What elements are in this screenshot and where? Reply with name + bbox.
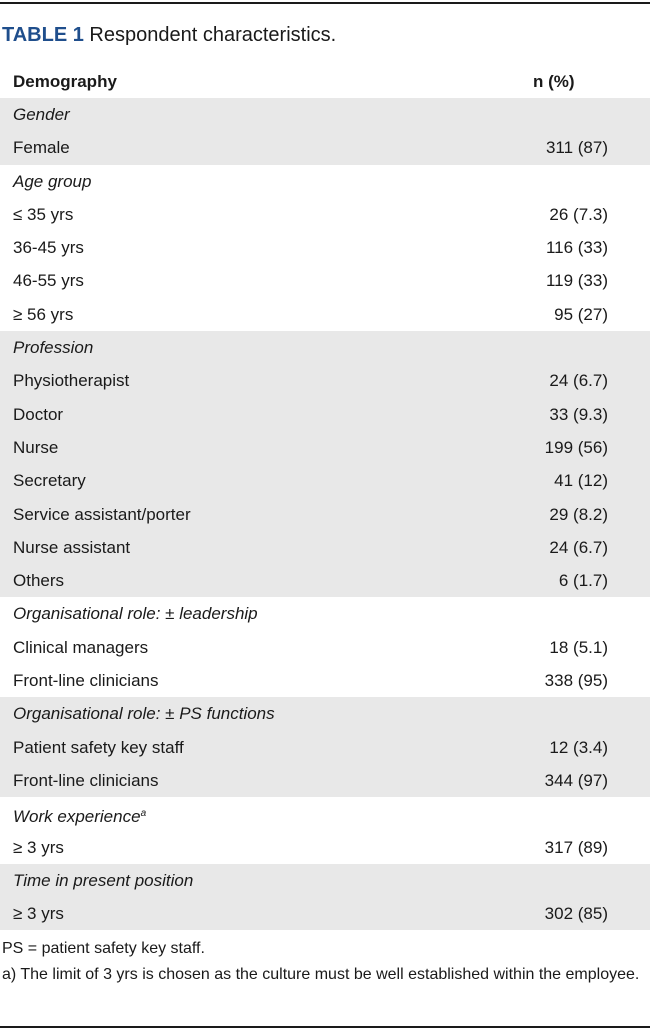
row-value: 6 (1.7) (558, 571, 608, 591)
label-text: Patient safety key staff (13, 737, 184, 757)
group-label (13, 337, 93, 358)
footnote-marker: a (140, 808, 147, 820)
table-row (0, 564, 650, 597)
row-value: 344 (97) (544, 770, 608, 790)
table-row (0, 131, 650, 164)
row-value: 24 (6.7) (549, 371, 608, 391)
table-row (0, 664, 650, 697)
top-rule (0, 2, 650, 4)
table-row (0, 764, 650, 797)
table-row (0, 198, 650, 231)
row-label (13, 237, 84, 258)
label-text: Gender (13, 105, 70, 124)
label-text: ≥ 3 yrs (13, 904, 64, 924)
table-row (0, 897, 650, 930)
label-text: Organisational role: ± PS functions (13, 704, 275, 724)
label-text: Secretary (13, 471, 86, 491)
row-value: 311 (87) (545, 138, 608, 158)
table-row (0, 264, 650, 297)
group-label (13, 703, 275, 724)
row-value: 12 (3.4) (549, 737, 608, 757)
table-group-row (0, 797, 650, 830)
row-value: 116 (33) (545, 238, 608, 258)
table-row (0, 231, 650, 264)
group-label (13, 870, 193, 891)
label-text: Doctor (13, 404, 64, 424)
label-text: Profession (13, 338, 94, 358)
label-text: Nurse assistant (13, 537, 131, 557)
table-row (0, 731, 650, 764)
table-title: Respondent characteristics. (89, 24, 337, 46)
row-value: 41 (12) (554, 471, 608, 491)
label-text: ≥ 3 yrs (13, 837, 64, 857)
table-group-row (0, 697, 650, 730)
label-text: Clinical managers (13, 637, 149, 657)
row-label (13, 370, 129, 391)
row-label (13, 537, 130, 558)
row-label (13, 903, 64, 924)
label-text: Front-line clinicians (13, 770, 159, 790)
label-text: Service assistant/porter (13, 504, 191, 524)
label-text: 46-55 yrs (13, 271, 84, 291)
table-row (0, 298, 650, 331)
row-label (13, 270, 84, 291)
table-group-row (0, 331, 650, 364)
label-text: ≥ 56 yrs (13, 304, 74, 324)
row-value: 95 (27) (554, 304, 608, 324)
row-label (13, 737, 184, 758)
label-text: Work experience (13, 807, 141, 827)
table-number: TABLE 1 (2, 24, 84, 46)
label-text: Nurse (13, 437, 59, 457)
table-row (0, 398, 650, 431)
row-value: 338 (95) (544, 671, 608, 691)
row-label (13, 437, 58, 458)
group-label (13, 171, 91, 192)
row-value: 317 (89) (544, 837, 608, 857)
table-group-row (0, 165, 650, 198)
table-group-row (0, 597, 650, 630)
footnote-abbreviation: PS = patient safety key staff. (2, 940, 205, 957)
label-text: Female (13, 138, 70, 158)
table-row (0, 831, 650, 864)
table-group-row (0, 98, 650, 131)
table-group-row (0, 864, 650, 897)
table-header (0, 66, 650, 98)
group-label (13, 104, 70, 125)
group-label (13, 803, 146, 827)
table-row (0, 531, 650, 564)
row-value: 29 (8.2) (549, 504, 608, 524)
row-label (13, 770, 159, 791)
label-text: ≤ 35 yrs (13, 204, 74, 224)
table-row (0, 464, 650, 497)
row-label (13, 504, 191, 525)
footnote-a: a) The limit of 3 yrs is chosen as the culture must be well established within the employee. (2, 966, 640, 983)
row-label (13, 570, 64, 591)
row-label (13, 304, 73, 325)
row-value: 302 (85) (544, 904, 608, 924)
row-label (13, 137, 70, 158)
row-label (13, 670, 159, 691)
label-text: Time in present position (13, 870, 194, 890)
row-value: 26 (7.3) (549, 204, 608, 224)
header-n-percent: n (%) (533, 72, 575, 91)
label-text: Physiotherapist (13, 371, 130, 391)
table-body (0, 98, 650, 930)
header-demography: Demography (13, 72, 117, 91)
label-text: Organisational role: ± leadership (13, 604, 258, 624)
label-text: 36-45 yrs (13, 238, 84, 258)
table-row (0, 431, 650, 464)
table-row (0, 364, 650, 397)
row-label (13, 404, 63, 425)
row-value: 33 (9.3) (549, 404, 608, 424)
table-row (0, 498, 650, 531)
bottom-rule (0, 1026, 650, 1028)
footnotes (2, 936, 647, 988)
row-label (13, 470, 86, 491)
label-text: Age group (13, 171, 92, 191)
row-value: 24 (6.7) (549, 537, 608, 557)
group-label (13, 603, 258, 624)
table-caption (2, 22, 336, 48)
label-text: Others (13, 571, 65, 591)
table-row (0, 631, 650, 664)
row-label (13, 204, 73, 225)
row-value: 18 (5.1) (549, 637, 608, 657)
label-text: Front-line clinicians (13, 671, 159, 691)
row-value: 199 (56) (544, 437, 608, 457)
row-label (13, 837, 64, 858)
row-value: 119 (33) (545, 271, 608, 291)
row-label (13, 637, 148, 658)
